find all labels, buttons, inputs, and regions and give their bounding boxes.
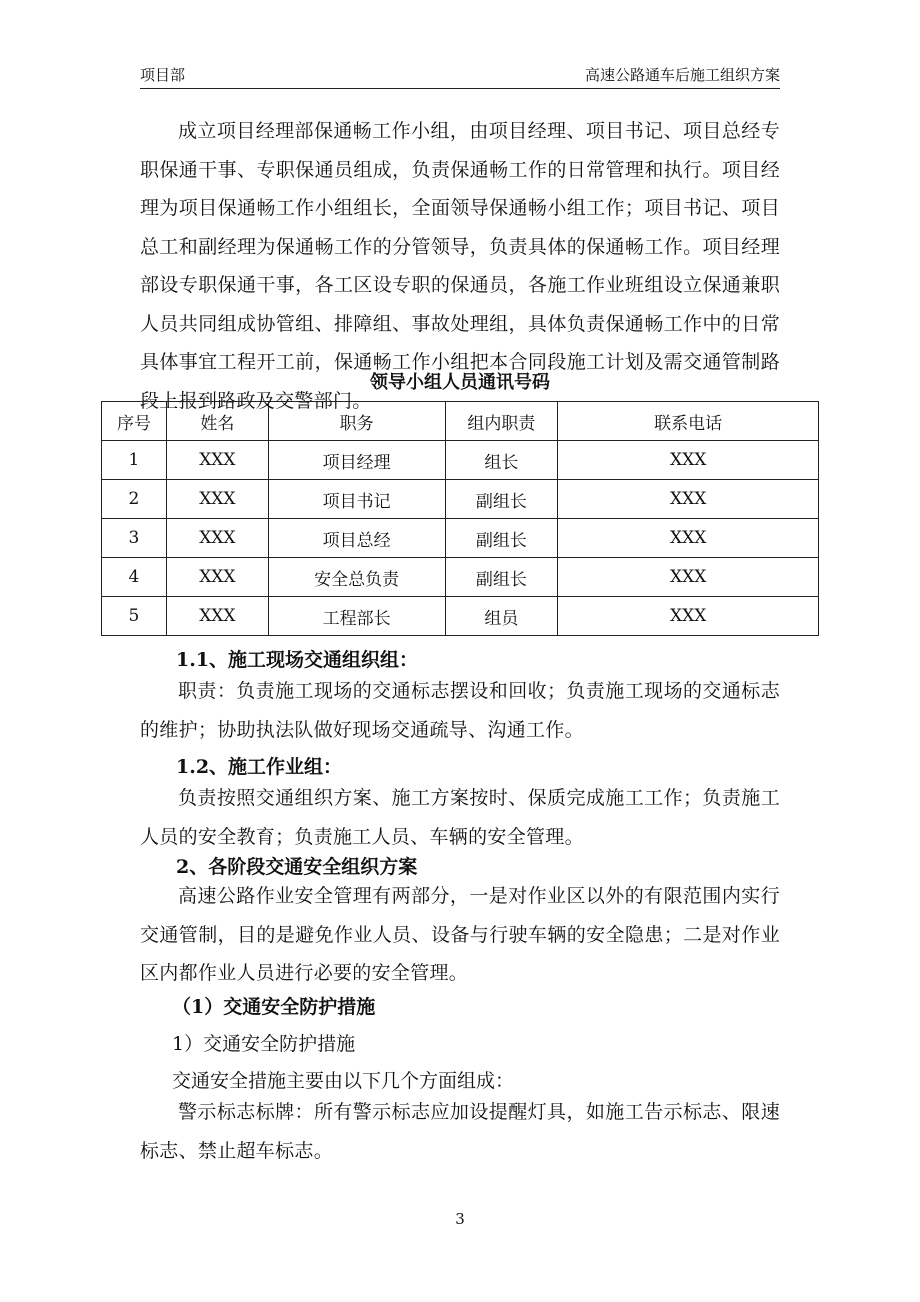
col-header: 联系电话 — [558, 402, 819, 441]
col-header: 序号 — [102, 402, 167, 441]
section-2-block — [140, 877, 780, 993]
table-row — [102, 558, 819, 597]
table-cell: 副组长 — [445, 519, 558, 558]
header-left: 项目部 — [140, 66, 186, 84]
table-cell: 项目书记 — [268, 480, 445, 519]
table-cell: 安全总负责 — [268, 558, 445, 597]
subsection-1-item: 1）交通安全防护措施 — [172, 1033, 356, 1055]
section-1-2-block — [140, 779, 780, 856]
table-cell: XXX — [166, 480, 268, 519]
table-cell: XXX — [166, 519, 268, 558]
table-cell: 2 — [102, 480, 167, 519]
contact-table — [101, 401, 819, 636]
table-cell: XXX — [558, 558, 819, 597]
col-header: 姓名 — [166, 402, 268, 441]
table-row — [102, 480, 819, 519]
table-cell: XXX — [166, 558, 268, 597]
table-cell: 副组长 — [445, 558, 558, 597]
table-cell: XXX — [166, 441, 268, 480]
subsection-1-warn-text: 警示标志标牌：所有警示标志应加设提醒灯具，如施工告示标志、限速标志、禁止超车标志。 — [140, 1101, 780, 1162]
table-row — [102, 597, 819, 636]
table-cell: 组长 — [445, 441, 558, 480]
table-header-row — [102, 402, 819, 441]
section-2-text: 高速公路作业安全管理有两部分，一是对作业区以外的有限范围内实行交通管制，目的是避免作业人员、设备与行驶车辆的安全隐患；二是对作业区内都作业人员进行必要的安全管理。 — [140, 885, 780, 984]
table-cell: 副组长 — [445, 480, 558, 519]
table-cell: 项目总经 — [268, 519, 445, 558]
table-row — [102, 519, 819, 558]
table-title: 领导小组人员通讯号码 — [370, 372, 550, 393]
section-1-2-text: 负责按照交通组织方案、施工方案按时、保质完成施工工作；负责施工人员的安全教育；负责施工人员、车辆的安全管理。 — [140, 787, 780, 848]
subsection-1-text: 交通安全措施主要由以下几个方面组成： — [172, 1070, 515, 1092]
col-header: 职务 — [268, 402, 445, 441]
page-number: 3 — [455, 1210, 465, 1228]
col-header: 组内职责 — [445, 402, 558, 441]
table-cell: 3 — [102, 519, 167, 558]
table-cell: XXX — [558, 480, 819, 519]
table-cell: 组员 — [445, 597, 558, 636]
table-cell: 5 — [102, 597, 167, 636]
table-cell: 工程部长 — [268, 597, 445, 636]
section-1-1-text: 职责：负责施工现场的交通标志摆设和回收；负责施工现场的交通标志的维护；协助执法队做好现场交通疏导、沟通工作。 — [140, 680, 780, 741]
table-cell: XXX — [558, 441, 819, 480]
intro-paragraph: 成立项目经理部保通畅工作小组，由项目经理、项目书记、项目总经专职保通干事、专职保通员组成，负责保通畅工作的日常管理和执行。项目经理为项目保通畅工作小组组长，全面领导保通畅小组工作；项目书记、项目总工和副经理为保通畅工作的分管领导，负责具体的保通畅工作。项目经理部设专职保通干事，各工区设专职的保通员，各施工作业班组设立保通兼职人员共同组成协管组、排障组、事故处理组，具体负责保通畅工作中的日常具体事宜工程开工前，保通畅工作小组把本合同段施工计划及需交通管制路段上报到路政及交警部门。 — [140, 120, 780, 412]
table-cell: XXX — [558, 597, 819, 636]
table-cell: 4 — [102, 558, 167, 597]
table-cell: XXX — [166, 597, 268, 636]
table-cell: XXX — [558, 519, 819, 558]
page-header — [140, 64, 780, 89]
table-row — [102, 441, 819, 480]
section-1-1-block — [140, 672, 780, 749]
header-right: 高速公路通车后施工组织方案 — [584, 66, 780, 84]
section-1-1-heading: 1.1、施工现场交通组织组： — [176, 649, 419, 671]
table-cell: 1 — [102, 441, 167, 480]
subsection-1-warn-block — [140, 1093, 780, 1170]
section-1-2-heading: 1.2、施工作业组： — [176, 756, 343, 778]
section-2-heading: 2、各阶段交通安全组织方案 — [176, 856, 418, 878]
table-cell: 项目经理 — [268, 441, 445, 480]
subsection-1-heading: （1）交通安全防护措施 — [172, 996, 376, 1018]
